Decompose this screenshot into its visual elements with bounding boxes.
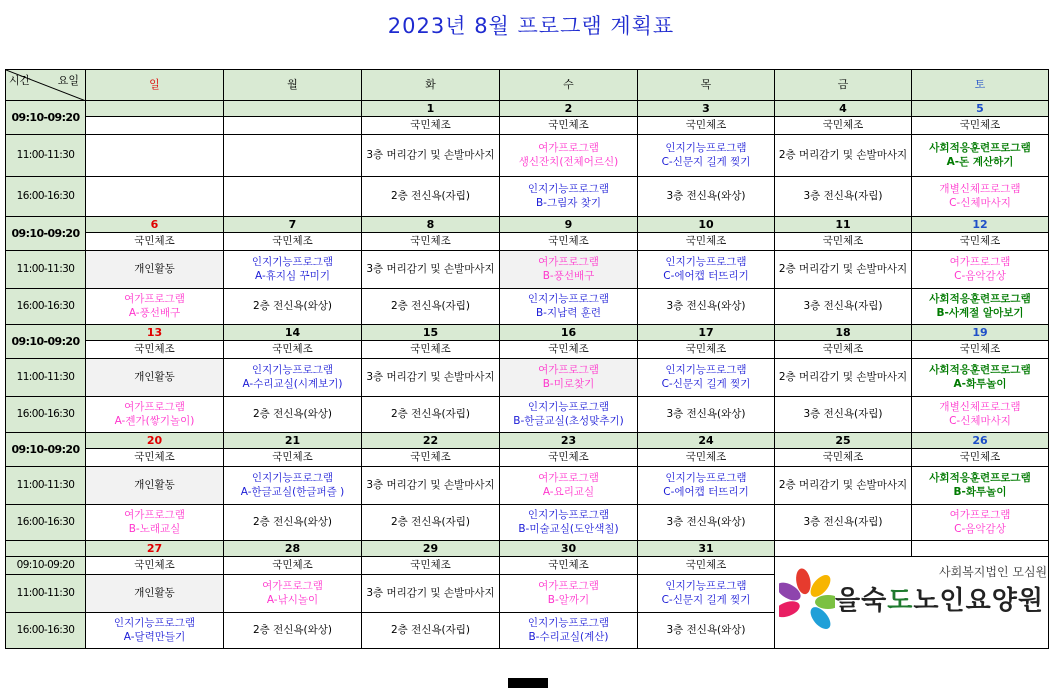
exercise-cell: 국민체조 bbox=[775, 449, 912, 467]
afternoon-row bbox=[6, 505, 1049, 541]
program-cell bbox=[912, 505, 1049, 541]
exercise-cell: 국민체조 bbox=[638, 449, 775, 467]
program-cell bbox=[775, 289, 912, 325]
day-header: 토 bbox=[912, 70, 1049, 101]
morning-row bbox=[6, 233, 1049, 251]
program-cell bbox=[912, 135, 1049, 177]
program-line: A-낚시놀이 bbox=[266, 593, 319, 606]
date-cell: 5 bbox=[912, 101, 1049, 117]
exercise-cell: 국민체조 bbox=[500, 117, 638, 135]
time-cell: 11:00-11:30 bbox=[6, 251, 86, 289]
program-cell bbox=[86, 613, 224, 649]
program-line: B-미로찾기 bbox=[542, 377, 595, 390]
program-line: 3층 전신욕(와상) bbox=[666, 189, 746, 202]
exercise-cell: 국민체조 bbox=[500, 449, 638, 467]
program-line: 3층 머리감기 및 손발마사지 bbox=[366, 370, 495, 383]
program-cell bbox=[912, 177, 1049, 217]
date-cell: 20 bbox=[86, 433, 224, 449]
time-cell: 16:00-16:30 bbox=[6, 289, 86, 325]
time-cell: 11:00-11:30 bbox=[6, 575, 86, 613]
program-line: C-에어캡 터뜨리기 bbox=[663, 269, 749, 282]
program-line: 3층 전신욕(와상) bbox=[666, 407, 746, 420]
afternoon-row bbox=[6, 177, 1049, 217]
program-cell bbox=[638, 467, 775, 505]
morning-row bbox=[6, 117, 1049, 135]
program-cell bbox=[638, 251, 775, 289]
program-line: A-수리교실(시계보기) bbox=[242, 377, 343, 390]
program-line: 2층 머리감기 및 손발마사지 bbox=[778, 478, 908, 491]
date-cell: 23 bbox=[500, 433, 638, 449]
program-line: A-한글교실(한글퍼즐 ) bbox=[240, 485, 345, 498]
date-row bbox=[6, 325, 1049, 341]
program-cell bbox=[86, 467, 224, 505]
day-header: 수 bbox=[500, 70, 638, 101]
program-line: 여가프로그램 bbox=[124, 293, 185, 306]
program-line: 여가프로그램 bbox=[538, 364, 599, 377]
schedule-table bbox=[5, 69, 1049, 649]
program-line: 3층 머리감기 및 손발마사지 bbox=[366, 478, 495, 491]
date-cell: 27 bbox=[86, 541, 224, 557]
program-cell bbox=[775, 505, 912, 541]
exercise-cell: 국민체조 bbox=[638, 341, 775, 359]
program-line: 여가프로그램 bbox=[262, 580, 323, 593]
program-line: C-신문지 길게 찢기 bbox=[661, 377, 751, 390]
program-line: B-한글교실(초성맞추기) bbox=[513, 414, 624, 427]
program-line: 3층 전신욕(자립) bbox=[803, 407, 883, 420]
program-cell bbox=[362, 359, 500, 397]
afternoon-row bbox=[6, 289, 1049, 325]
program-cell bbox=[224, 467, 362, 505]
exercise-cell: 국민체조 bbox=[912, 449, 1049, 467]
header-row bbox=[6, 70, 1049, 101]
date-spacer bbox=[6, 541, 86, 557]
date-cell: 12 bbox=[912, 217, 1049, 233]
program-cell bbox=[224, 135, 362, 177]
program-line: C-신문지 길게 찢기 bbox=[661, 593, 751, 606]
date-cell: 19 bbox=[912, 325, 1049, 341]
date-cell: 6 bbox=[86, 217, 224, 233]
date-cell: 13 bbox=[86, 325, 224, 341]
program-cell bbox=[775, 467, 912, 505]
date-cell: 18 bbox=[775, 325, 912, 341]
program-cell bbox=[500, 613, 638, 649]
date-cell: 11 bbox=[775, 217, 912, 233]
exercise-cell: 국민체조 bbox=[500, 557, 638, 575]
program-line: 3층 전신욕(자립) bbox=[803, 189, 883, 202]
program-cell bbox=[500, 251, 638, 289]
program-line: A-화투놀이 bbox=[953, 377, 1007, 390]
date-cell: 28 bbox=[224, 541, 362, 557]
exercise-cell: 국민체조 bbox=[362, 117, 500, 135]
exercise-cell: 국민체조 bbox=[224, 341, 362, 359]
exercise-cell: 국민체조 bbox=[86, 449, 224, 467]
program-cell bbox=[224, 289, 362, 325]
program-cell bbox=[362, 135, 500, 177]
program-cell bbox=[638, 177, 775, 217]
program-line: C-신체마사지 bbox=[949, 196, 1011, 209]
program-line: B-수리교실(계산) bbox=[528, 630, 609, 643]
date-cell bbox=[775, 541, 912, 557]
program-cell bbox=[362, 467, 500, 505]
program-cell bbox=[362, 397, 500, 433]
program-cell bbox=[912, 397, 1049, 433]
time-cell: 11:00-11:30 bbox=[6, 467, 86, 505]
program-cell bbox=[86, 251, 224, 289]
date-row bbox=[6, 101, 1049, 117]
program-line: 개인활동 bbox=[134, 478, 175, 491]
morning-row bbox=[6, 341, 1049, 359]
program-line: 여가프로그램 bbox=[538, 256, 599, 269]
date-cell: 2 bbox=[500, 101, 638, 117]
program-cell bbox=[775, 397, 912, 433]
date-cell: 14 bbox=[224, 325, 362, 341]
date-row bbox=[6, 217, 1049, 233]
program-line: 2층 전신욕(자립) bbox=[390, 189, 471, 202]
program-line: 3층 전신욕(와상) bbox=[666, 299, 746, 312]
program-line: 여가프로그램 bbox=[949, 509, 1011, 522]
late-morning-row bbox=[6, 359, 1049, 397]
late-morning-row bbox=[6, 467, 1049, 505]
program-cell bbox=[86, 359, 224, 397]
program-line: 여가프로그램 bbox=[949, 256, 1011, 269]
program-line: A-젠가(쌓기놀이) bbox=[114, 414, 195, 427]
program-line: B-미술교실(도안색칠) bbox=[518, 522, 619, 535]
date-row bbox=[6, 433, 1049, 449]
program-cell bbox=[86, 575, 224, 613]
exercise-cell: 국민체조 bbox=[224, 449, 362, 467]
program-line: 인지기능프로그램 bbox=[527, 183, 610, 196]
date-cell: 29 bbox=[362, 541, 500, 557]
program-line: A-돈 계산하기 bbox=[946, 155, 1014, 168]
program-line: B-알까기 bbox=[547, 593, 590, 606]
program-cell bbox=[775, 251, 912, 289]
program-line: 여가프로그램 bbox=[538, 142, 599, 155]
program-line: 개인활동 bbox=[134, 586, 175, 599]
program-cell bbox=[224, 613, 362, 649]
time-cell: 11:00-11:30 bbox=[6, 359, 86, 397]
date-cell: 7 bbox=[224, 217, 362, 233]
exercise-cell: 국민체조 bbox=[362, 233, 500, 251]
exercise-cell: 국민체조 bbox=[500, 233, 638, 251]
program-cell bbox=[362, 575, 500, 613]
program-cell bbox=[362, 177, 500, 217]
program-cell bbox=[500, 505, 638, 541]
program-cell bbox=[500, 397, 638, 433]
program-line: C-신체마사지 bbox=[949, 414, 1011, 427]
program-line: 생신잔치(전체어르신) bbox=[518, 155, 619, 168]
program-cell bbox=[224, 397, 362, 433]
program-line: 3층 전신욕(자립) bbox=[803, 515, 883, 528]
exercise-cell: 국민체조 bbox=[912, 117, 1049, 135]
date-cell: 24 bbox=[638, 433, 775, 449]
program-line: 인지기능프로그램 bbox=[113, 617, 196, 630]
exercise-cell: 국민체조 bbox=[224, 233, 362, 251]
program-line: 3층 전신욕(와상) bbox=[666, 515, 746, 528]
program-cell bbox=[86, 177, 224, 217]
program-line: 인지기능프로그램 bbox=[527, 401, 610, 414]
day-header: 화 bbox=[362, 70, 500, 101]
time-cell: 09:10-09:20 bbox=[6, 433, 86, 467]
time-cell: 09:10-09:20 bbox=[6, 217, 86, 251]
program-line: 2층 전신욕(자립) bbox=[390, 515, 471, 528]
logo-cell bbox=[775, 557, 1049, 649]
program-line: 2층 전신욕(자립) bbox=[390, 623, 471, 636]
exercise-cell bbox=[224, 117, 362, 135]
time-cell: 16:00-16:30 bbox=[6, 505, 86, 541]
program-line: 인지기능프로그램 bbox=[251, 256, 334, 269]
program-cell bbox=[224, 177, 362, 217]
date-cell: 9 bbox=[500, 217, 638, 233]
program-line: 여가프로그램 bbox=[538, 472, 599, 485]
program-line: 2층 머리감기 및 손발마사지 bbox=[778, 148, 908, 161]
program-cell bbox=[500, 575, 638, 613]
program-line: 2층 전신욕(와상) bbox=[252, 299, 333, 312]
date-cell bbox=[86, 101, 224, 117]
program-line: C-신문지 길게 찢기 bbox=[661, 155, 751, 168]
exercise-cell: 국민체조 bbox=[86, 233, 224, 251]
program-line: 개별신체프로그램 bbox=[939, 183, 1021, 196]
program-line: 2층 전신욕(와상) bbox=[252, 623, 333, 636]
program-cell bbox=[500, 467, 638, 505]
exercise-cell: 국민체조 bbox=[775, 233, 912, 251]
program-line: B-지남력 훈련 bbox=[535, 306, 602, 319]
program-cell bbox=[224, 505, 362, 541]
program-line: B-사계절 알아보기 bbox=[936, 306, 1024, 319]
exercise-cell: 국민체조 bbox=[638, 557, 775, 575]
program-line: A-요리교실 bbox=[542, 485, 595, 498]
program-line: C-음악감상 bbox=[954, 522, 1006, 535]
program-cell bbox=[912, 359, 1049, 397]
program-line: 여가프로그램 bbox=[538, 580, 599, 593]
bottom-bar bbox=[508, 678, 548, 688]
morning-row bbox=[6, 557, 1049, 575]
date-cell: 30 bbox=[500, 541, 638, 557]
program-line: 2층 전신욕(와상) bbox=[252, 515, 333, 528]
program-line: 3층 머리감기 및 손발마사지 bbox=[366, 148, 495, 161]
program-line: 인지기능프로그램 bbox=[251, 364, 334, 377]
program-line: B-화투놀이 bbox=[953, 485, 1007, 498]
date-cell: 22 bbox=[362, 433, 500, 449]
exercise-cell bbox=[86, 117, 224, 135]
program-cell bbox=[775, 135, 912, 177]
program-line: 3층 머리감기 및 손발마사지 bbox=[366, 262, 495, 275]
date-cell bbox=[912, 541, 1049, 557]
date-cell bbox=[224, 101, 362, 117]
logo-name bbox=[835, 585, 1044, 618]
exercise-cell: 국민체조 bbox=[500, 341, 638, 359]
day-header: 월 bbox=[224, 70, 362, 101]
program-line: 3층 전신욕(와상) bbox=[666, 623, 746, 636]
program-line: 3층 전신욕(자립) bbox=[803, 299, 883, 312]
exercise-cell: 국민체조 bbox=[362, 557, 500, 575]
program-cell bbox=[362, 505, 500, 541]
program-line: B-그림자 찾기 bbox=[535, 196, 602, 209]
program-cell bbox=[500, 289, 638, 325]
program-cell bbox=[775, 177, 912, 217]
program-cell bbox=[638, 505, 775, 541]
time-cell: 11:00-11:30 bbox=[6, 135, 86, 177]
program-cell bbox=[362, 289, 500, 325]
exercise-cell: 국민체조 bbox=[362, 341, 500, 359]
program-line: 개인활동 bbox=[134, 262, 175, 275]
program-cell bbox=[224, 251, 362, 289]
program-line: A-달력만들기 bbox=[123, 630, 186, 643]
logo-name-part: 을숙 bbox=[835, 586, 888, 616]
program-cell bbox=[638, 397, 775, 433]
exercise-cell: 국민체조 bbox=[912, 233, 1049, 251]
program-cell bbox=[500, 359, 638, 397]
exercise-cell: 국민체조 bbox=[638, 233, 775, 251]
date-cell: 31 bbox=[638, 541, 775, 557]
date-cell: 8 bbox=[362, 217, 500, 233]
program-line: A-풍선배구 bbox=[128, 306, 181, 319]
program-line: 인지기능프로그램 bbox=[527, 509, 610, 522]
program-line: A-휴지심 꾸미기 bbox=[255, 269, 330, 282]
program-line: 인지기능프로그램 bbox=[251, 472, 334, 485]
program-line: 인지기능프로그램 bbox=[527, 617, 610, 630]
program-line: 여가프로그램 bbox=[124, 401, 185, 414]
program-line: 여가프로그램 bbox=[124, 509, 185, 522]
program-cell bbox=[638, 135, 775, 177]
program-line: C-에어캡 터뜨리기 bbox=[663, 485, 749, 498]
program-line: 인지기능프로그램 bbox=[665, 142, 747, 155]
date-cell: 25 bbox=[775, 433, 912, 449]
program-line: 개인활동 bbox=[134, 370, 175, 383]
date-cell: 15 bbox=[362, 325, 500, 341]
date-cell: 16 bbox=[500, 325, 638, 341]
program-line: 인지기능프로그램 bbox=[665, 256, 747, 269]
program-line: 인지기능프로그램 bbox=[665, 364, 747, 377]
time-cell: 16:00-16:30 bbox=[6, 397, 86, 433]
time-cell: 16:00-16:30 bbox=[6, 177, 86, 217]
late-morning-row bbox=[6, 135, 1049, 177]
program-cell bbox=[224, 575, 362, 613]
flower-logo-icon bbox=[779, 567, 835, 637]
program-line: B-노래교실 bbox=[128, 522, 181, 535]
program-cell bbox=[362, 613, 500, 649]
afternoon-row bbox=[6, 397, 1049, 433]
time-cell: 09:10-09:20 bbox=[6, 325, 86, 359]
corner-header bbox=[6, 70, 86, 101]
logo-name-part: 도 bbox=[887, 586, 914, 616]
program-cell bbox=[86, 135, 224, 177]
program-line: 2층 전신욕(와상) bbox=[252, 407, 333, 420]
logo bbox=[779, 565, 1049, 649]
program-line: 2층 전신욕(자립) bbox=[390, 407, 471, 420]
program-cell bbox=[86, 397, 224, 433]
exercise-cell: 국민체조 bbox=[224, 557, 362, 575]
program-cell bbox=[638, 575, 775, 613]
program-line: 2층 머리감기 및 손발마사지 bbox=[778, 262, 908, 275]
exercise-cell: 국민체조 bbox=[775, 341, 912, 359]
program-line: C-음악감상 bbox=[954, 269, 1006, 282]
program-cell bbox=[362, 251, 500, 289]
program-cell bbox=[638, 289, 775, 325]
day-header: 목 bbox=[638, 70, 775, 101]
program-line: 인지기능프로그램 bbox=[527, 293, 610, 306]
program-line: B-풍선배구 bbox=[542, 269, 595, 282]
date-cell: 17 bbox=[638, 325, 775, 341]
program-line: 3층 머리감기 및 손발마사지 bbox=[366, 586, 495, 599]
program-cell bbox=[912, 467, 1049, 505]
time-cell: 16:00-16:30 bbox=[6, 613, 86, 649]
exercise-cell: 국민체조 bbox=[912, 341, 1049, 359]
exercise-cell: 국민체조 bbox=[638, 117, 775, 135]
time-cell: 09:10-09:20 bbox=[6, 101, 86, 135]
logo-name-part: 노인요양원 bbox=[913, 586, 1044, 616]
program-cell bbox=[224, 359, 362, 397]
day-header: 일 bbox=[86, 70, 224, 101]
exercise-cell: 국민체조 bbox=[775, 117, 912, 135]
program-line: 개별신체프로그램 bbox=[939, 401, 1021, 414]
program-cell bbox=[912, 251, 1049, 289]
date-cell: 4 bbox=[775, 101, 912, 117]
day-label: 요일 bbox=[57, 74, 79, 87]
program-cell bbox=[638, 613, 775, 649]
program-cell bbox=[638, 359, 775, 397]
day-header: 금 bbox=[775, 70, 912, 101]
date-cell: 10 bbox=[638, 217, 775, 233]
page-title: 2023년 8월 프로그램 계획표 bbox=[387, 14, 675, 38]
program-cell bbox=[500, 135, 638, 177]
program-line: 사회적응훈련프로그램 bbox=[929, 293, 1031, 306]
program-cell bbox=[86, 505, 224, 541]
exercise-cell: 국민체조 bbox=[362, 449, 500, 467]
date-cell: 26 bbox=[912, 433, 1049, 449]
program-line: 사회적응훈련프로그램 bbox=[929, 142, 1031, 155]
date-cell: 3 bbox=[638, 101, 775, 117]
program-cell bbox=[500, 177, 638, 217]
date-cell: 21 bbox=[224, 433, 362, 449]
time-label: 시간 bbox=[9, 74, 31, 87]
date-cell: 1 bbox=[362, 101, 500, 117]
morning-row bbox=[6, 449, 1049, 467]
time-cell: 09:10-09:20 bbox=[6, 557, 86, 575]
logo-org: 사회복지법인 모심원 bbox=[939, 565, 1048, 579]
exercise-cell: 국민체조 bbox=[86, 557, 224, 575]
program-cell bbox=[912, 289, 1049, 325]
program-line: 사회적응훈련프로그램 bbox=[929, 364, 1031, 377]
program-cell bbox=[775, 359, 912, 397]
program-cell bbox=[86, 289, 224, 325]
program-line: 2층 전신욕(자립) bbox=[390, 299, 471, 312]
late-morning-row bbox=[6, 251, 1049, 289]
program-line: 인지기능프로그램 bbox=[665, 580, 747, 593]
program-line: 인지기능프로그램 bbox=[665, 472, 747, 485]
exercise-cell: 국민체조 bbox=[86, 341, 224, 359]
date-row bbox=[6, 541, 1049, 557]
program-line: 2층 머리감기 및 손발마사지 bbox=[778, 370, 908, 383]
program-line: 사회적응훈련프로그램 bbox=[929, 472, 1031, 485]
